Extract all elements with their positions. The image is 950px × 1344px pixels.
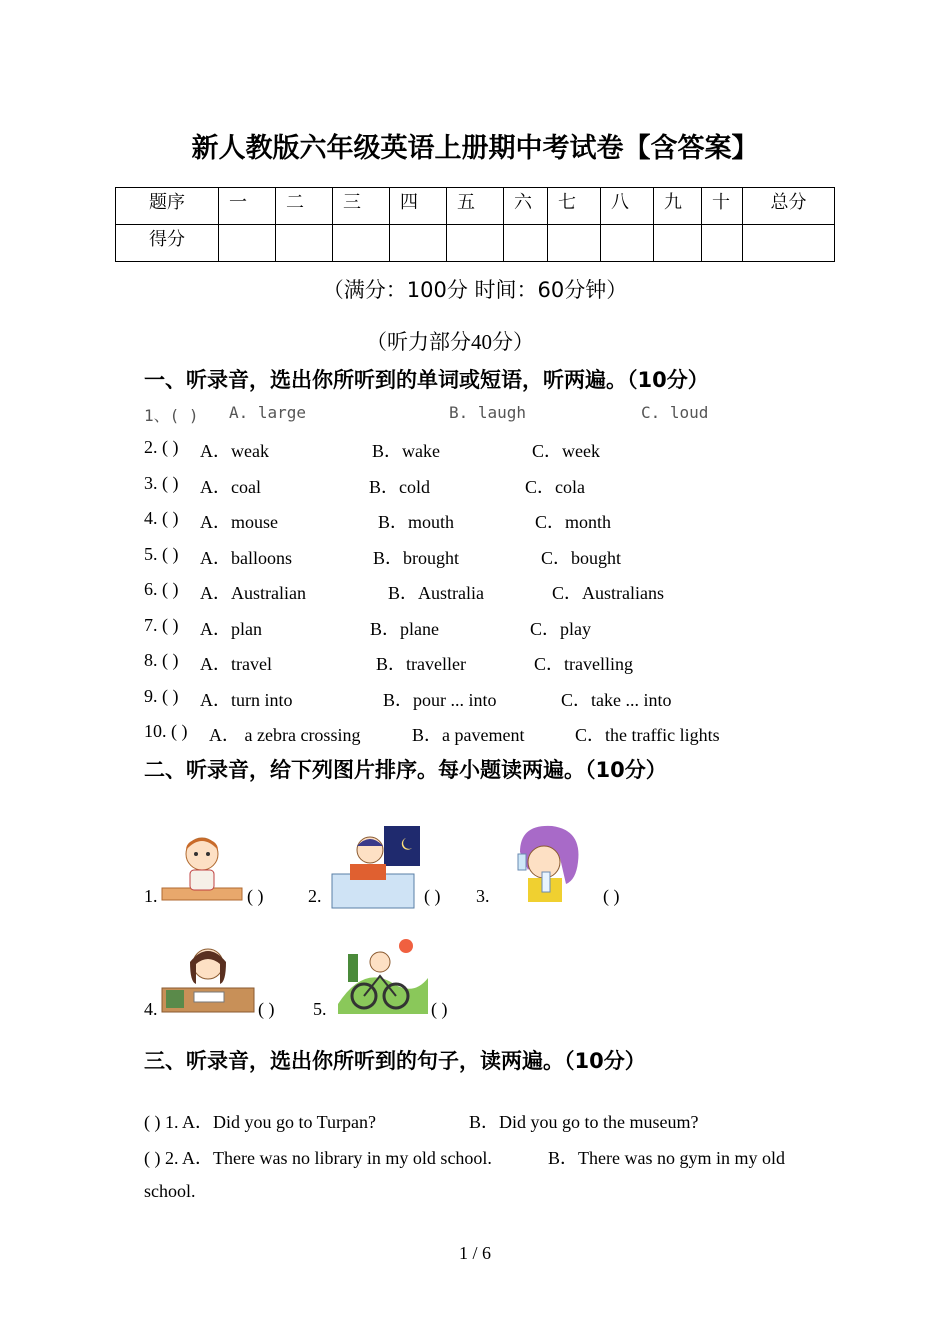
option-b[interactable]: B．a pavement <box>412 725 525 745</box>
score-cell[interactable] <box>390 225 447 262</box>
page-title: 新人教版六年级英语上册期中考试卷【含答案】 <box>191 133 759 164</box>
option-b[interactable]: B．pour ... into <box>383 690 497 710</box>
question-number: 5. ( ) <box>144 544 179 564</box>
sentence-question-2-a[interactable]: ( ) 2. A．There was no library in my old school. <box>144 1148 492 1168</box>
sentence-question-1-a[interactable]: ( ) 1. A．Did you go to Turpan? <box>144 1112 377 1132</box>
option-a[interactable]: A．travel <box>200 654 272 674</box>
option-a[interactable]: A．weak <box>200 441 269 461</box>
question-row <box>144 437 844 461</box>
picture-number: 5. <box>313 999 327 1019</box>
option-b[interactable]: B．Australia <box>388 583 484 603</box>
answer-blank[interactable]: ( ) <box>424 886 441 906</box>
option-a[interactable]: A．plan <box>200 619 262 639</box>
option-c[interactable]: C．play <box>530 619 591 639</box>
header-cell: 五 <box>447 188 504 225</box>
header-cell: 六 <box>504 188 548 225</box>
question-number: 10. ( ) <box>144 721 188 741</box>
girl-at-table-picture <box>160 830 244 904</box>
score-cell[interactable] <box>548 225 601 262</box>
question-number: 3. ( ) <box>144 473 179 493</box>
answer-blank[interactable]: ( ) <box>431 999 448 1019</box>
question-row <box>144 579 844 603</box>
question-row <box>144 544 844 568</box>
option-b[interactable]: B. laugh <box>449 403 527 422</box>
option-c[interactable]: C. loud <box>641 403 709 422</box>
question-number: 8. ( ) <box>144 650 179 670</box>
section-heading: 一、听录音，选出你所听到的单词或短语，听两遍。（10分） <box>144 368 709 392</box>
header-cell: 八 <box>601 188 654 225</box>
score-cell[interactable] <box>504 225 548 262</box>
score-cell[interactable] <box>219 225 276 262</box>
score-cell[interactable] <box>333 225 390 262</box>
option-a[interactable]: A． a zebra crossing <box>209 725 361 745</box>
option-c[interactable]: C．week <box>532 441 600 461</box>
option-c[interactable]: C．travelling <box>534 654 633 674</box>
listening-note: （听力部分40分） <box>366 330 534 354</box>
option-b[interactable]: B．plane <box>370 619 439 639</box>
option-b[interactable]: B．brought <box>373 548 460 568</box>
picture-number: 2. <box>308 886 322 906</box>
answer-blank[interactable]: ( ) <box>603 886 620 906</box>
option-a[interactable]: A．turn into <box>200 690 293 710</box>
row-label: 得分 <box>116 225 219 262</box>
sentence-continuation: school. <box>144 1181 196 1201</box>
score-cell[interactable] <box>743 225 835 262</box>
option-b[interactable]: B．traveller <box>376 654 466 674</box>
option-a[interactable]: A．balloons <box>200 548 292 568</box>
header-cell: 十 <box>702 188 743 225</box>
score-cell[interactable] <box>447 225 504 262</box>
girl-drinking-picture <box>500 822 584 904</box>
option-a[interactable]: A．Australian <box>200 583 306 603</box>
option-b[interactable]: B．mouth <box>378 512 455 532</box>
question-row <box>144 686 844 710</box>
question-number: 9. ( ) <box>144 686 179 706</box>
score-cell[interactable] <box>276 225 333 262</box>
question-number: 1、( ) <box>144 406 199 425</box>
question-row <box>144 650 844 674</box>
score-table <box>115 187 835 262</box>
header-cell: 三 <box>333 188 390 225</box>
exam-meta: （满分：100分 时间：60分钟） <box>322 278 628 302</box>
score-cell[interactable] <box>654 225 702 262</box>
picture-number: 4. <box>144 999 158 1019</box>
sentence-question-1-b[interactable]: B．Did you go to the museum? <box>469 1112 699 1132</box>
header-cell: 四 <box>390 188 447 225</box>
picture-number: 3. <box>476 886 490 906</box>
header-cell: 总分 <box>743 188 835 225</box>
score-cell[interactable] <box>702 225 743 262</box>
header-cell: 二 <box>276 188 333 225</box>
boy-reading-at-night-picture <box>326 824 422 912</box>
question-number: 7. ( ) <box>144 615 179 635</box>
option-c[interactable]: C．Australians <box>552 583 664 603</box>
girl-cycling-picture <box>334 934 430 1016</box>
header-cell: 九 <box>654 188 702 225</box>
picture-number: 1. <box>144 886 158 906</box>
section-heading: 三、听录音，选出你所听到的句子，读两遍。（10分） <box>144 1049 646 1073</box>
question-number: 4. ( ) <box>144 508 179 528</box>
option-a[interactable]: A．mouse <box>200 512 278 532</box>
header-cell: 题序 <box>116 188 219 225</box>
option-c[interactable]: C．bought <box>541 548 622 568</box>
question-row <box>144 508 844 532</box>
girl-writing-picture <box>160 940 256 1016</box>
answer-blank[interactable]: ( ) <box>258 999 275 1019</box>
page-number: 1 / 6 <box>458 1243 491 1263</box>
header-cell: 一 <box>219 188 276 225</box>
question-row <box>144 615 844 639</box>
score-cell[interactable] <box>601 225 654 262</box>
score-table-header-row <box>116 188 835 225</box>
option-a[interactable]: A．coal <box>200 477 261 497</box>
option-b[interactable]: B．cold <box>369 477 430 497</box>
question-number: 2. ( ) <box>144 437 179 457</box>
option-b[interactable]: B．wake <box>372 441 440 461</box>
score-table-score-row <box>116 225 835 262</box>
question-row <box>144 721 844 745</box>
question-row <box>144 473 844 497</box>
header-cell: 七 <box>548 188 601 225</box>
section-heading: 二、听录音，给下列图片排序。每小题读两遍。（10分） <box>144 758 667 782</box>
option-c[interactable]: C．take ... into <box>561 690 672 710</box>
sentence-question-2-b[interactable]: B．There was no gym in my old <box>548 1148 785 1168</box>
answer-blank[interactable]: ( ) <box>247 886 264 906</box>
option-c[interactable]: C．the traffic lights <box>575 725 720 745</box>
option-a[interactable]: A. large <box>229 403 307 422</box>
option-c[interactable]: C．cola <box>525 477 585 497</box>
option-c[interactable]: C．month <box>535 512 612 532</box>
question-number: 6. ( ) <box>144 579 179 599</box>
question-row <box>144 403 844 427</box>
